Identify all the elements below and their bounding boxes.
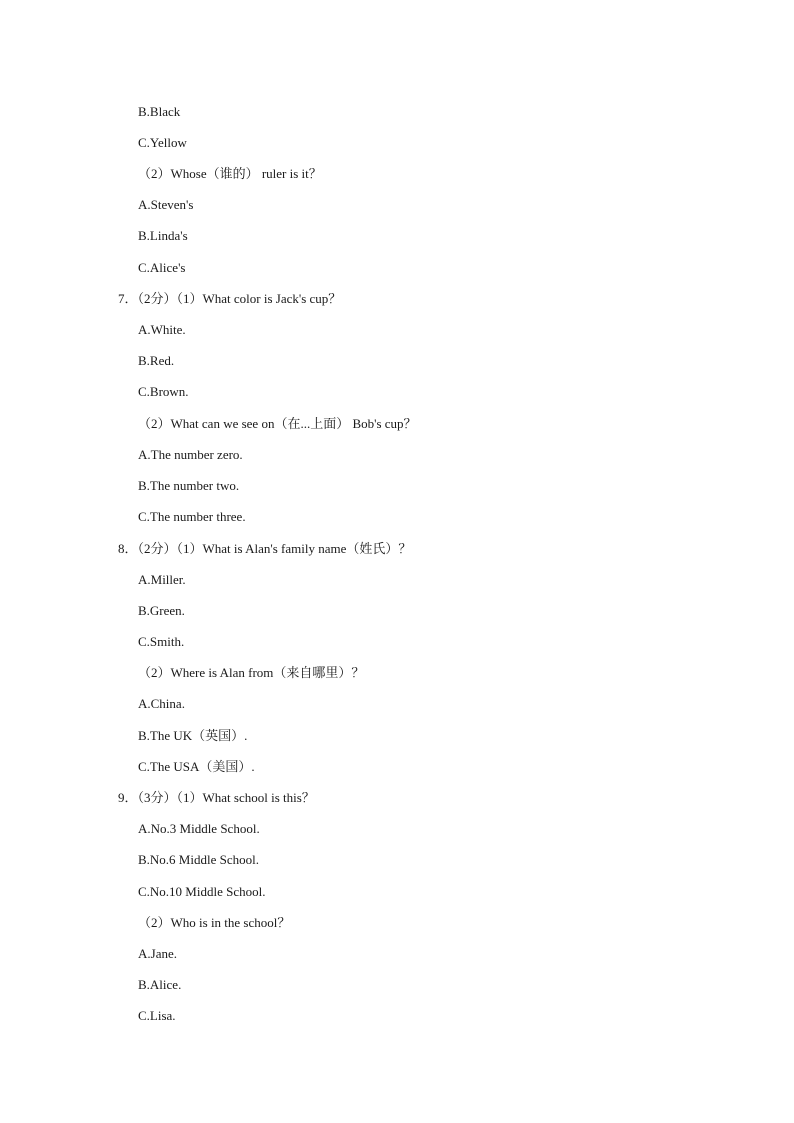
option-7-2-c: C.The number three. — [138, 509, 246, 524]
option-6-2-b: B.Linda's — [138, 228, 188, 243]
option-8-1-c: C.Smith. — [138, 634, 185, 649]
option-9-2-a: A.Jane. — [138, 946, 177, 961]
option-9-2-c: C.Lisa. — [138, 1008, 176, 1023]
subquestion-6-2: （2）Whose（谁的） ruler is it？ — [138, 166, 322, 181]
option-6-1-b: B.Black — [138, 104, 181, 119]
option-9-2-b: B.Alice. — [138, 977, 182, 992]
option-8-2-c: C.The USA（美国）. — [138, 759, 255, 774]
option-6-2-a: A.Steven's — [138, 197, 194, 212]
option-9-1-b: B.No.6 Middle School. — [138, 852, 259, 867]
option-7-1-b: B.Red. — [138, 353, 175, 368]
option-8-2-a: A.China. — [138, 696, 185, 711]
question-9: 9．（3分）（1）What school is this？ — [118, 790, 315, 805]
option-7-2-a: A.The number zero. — [138, 447, 243, 462]
option-6-1-c: C.Yellow — [138, 135, 187, 150]
subquestion-9-2: （2）Who is in the school？ — [138, 915, 291, 930]
subquestion-8-2: （2）Where is Alan from（来自哪里）？ — [138, 665, 365, 680]
question-7: 7．（2分）（1）What color is Jack's cup？ — [118, 291, 342, 306]
option-8-1-a: A.Miller. — [138, 572, 186, 587]
option-6-2-c: C.Alice's — [138, 260, 186, 275]
option-7-1-c: C.Brown. — [138, 384, 189, 399]
option-9-1-c: C.No.10 Middle School. — [138, 884, 266, 899]
option-7-1-a: A.White. — [138, 322, 186, 337]
subquestion-7-2: （2）What can we see on（在...上面） Bob's cup？ — [138, 416, 417, 431]
option-8-1-b: B.Green. — [138, 603, 185, 618]
option-8-2-b: B.The UK（英国）. — [138, 728, 248, 743]
option-7-2-b: B.The number two. — [138, 478, 240, 493]
option-9-1-a: A.No.3 Middle School. — [138, 821, 260, 836]
question-8: 8．（2分）（1）What is Alan's family name（姓氏）？ — [118, 541, 412, 556]
